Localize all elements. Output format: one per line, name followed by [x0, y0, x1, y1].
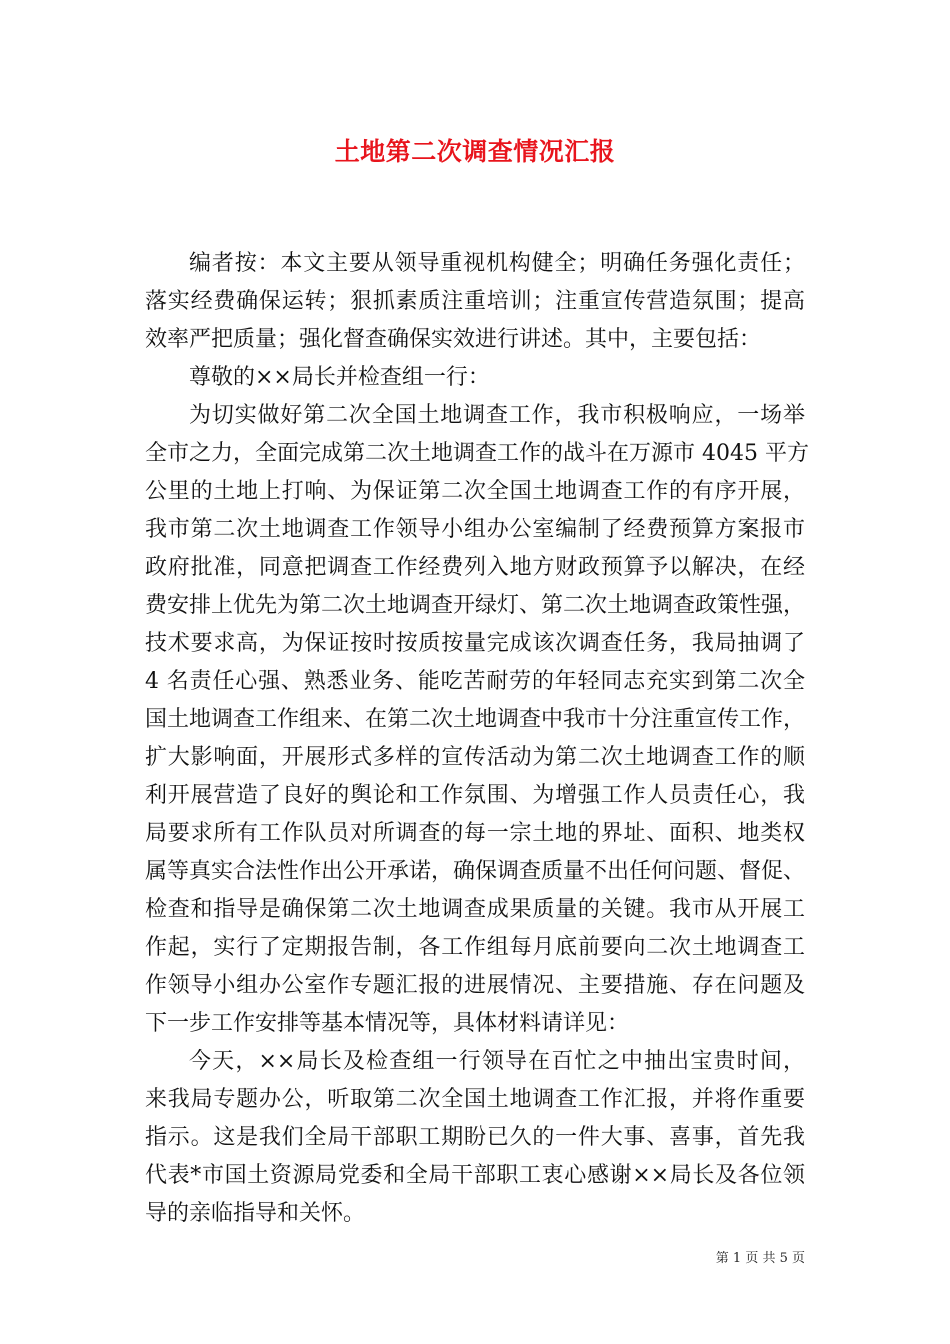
paragraph-line: 技术要求高，为保证按时按质按量完成该次调查任务，我局抽调了: [145, 631, 805, 656]
paragraph-line: 作起，实行了定期报告制，各工作组每月底前要向二次土地调查工: [145, 935, 805, 960]
paragraph-line: 4 名责任心强、熟悉业务、能吃苦耐劳的年轻同志充实到第二次全: [145, 669, 805, 694]
paragraph-line: 公里的土地上打响、为保证第二次全国土地调查工作的有序开展，: [145, 479, 805, 504]
paragraph-line: 属等真实合法性作出公开承诺，确保调查质量不出任何问题、督促、: [145, 859, 806, 884]
paragraph-line: 费安排上优先为第二次土地调查开绿灯、第二次土地调查政策性强，: [145, 593, 806, 618]
paragraph-line: 导的亲临指导和关怀。: [145, 1201, 366, 1226]
document-title: 土地第二次调查情况汇报: [334, 137, 616, 166]
paragraph-line: 检查和指导是确保第二次土地调查成果质量的关键。我市从开展工: [145, 897, 805, 922]
paragraph-line: 扩大影响面，开展形式多样的宣传活动为第二次土地调查工作的顺: [145, 745, 805, 770]
paragraph-line: 下一步工作安排等基本情况等，具体材料请详见：: [145, 1011, 630, 1036]
paragraph-line: 来我局专题办公，听取第二次全国土地调查工作汇报，并将作重要: [145, 1087, 805, 1112]
salutation-line: 尊敬的××局长并检查组一行：: [189, 365, 490, 390]
paragraph-line: 全市之力，全面完成第二次土地调查工作的战斗在万源市 4045 平方: [145, 441, 809, 466]
paragraph-line: 代表*市国土资源局党委和全局干部职工衷心感谢××局长及各位领: [145, 1163, 805, 1188]
paragraph-line: 指示。这是我们全局干部职工期盼已久的一件大事、喜事，首先我: [145, 1125, 805, 1150]
paragraph-line: 局要求所有工作队员对所调查的每一宗土地的界址、面积、地类权: [145, 821, 805, 846]
paragraph-line: 我市第二次土地调查工作领导小组办公室编制了经费预算方案报市: [145, 517, 805, 542]
paragraph-line: 作领导小组办公室作专题汇报的进展情况、主要措施、存在问题及: [145, 973, 805, 998]
paragraph-line: 今天，××局长及检查组一行领导在百忙之中抽出宝贵时间，: [189, 1049, 805, 1074]
document-body: [145, 245, 809, 1233]
paragraph-line: 政府批准，同意把调查工作经费列入地方财政预算予以解决，在经: [145, 555, 805, 580]
paragraph-line: 国土地调查工作组来、在第二次土地调查中我市十分注重宣传工作，: [145, 707, 806, 732]
paragraph-line: 编者按：本文主要从领导重视机构健全；明确任务强化责任；: [189, 251, 805, 276]
page-number: 第 1 页 共 5 页: [715, 1251, 805, 1266]
paragraph-line: 利开展营造了良好的舆论和工作氛围、为增强工作人员责任心，我: [145, 783, 805, 808]
paragraph-line: 效率严把质量；强化督查确保实效进行讲述。其中，主要包括：: [145, 327, 762, 352]
paragraph-line: 落实经费确保运转；狠抓素质注重培训；注重宣传营造氛围；提高: [145, 289, 805, 314]
paragraph-line: 为切实做好第二次全国土地调查工作，我市积极响应，一场举: [189, 403, 805, 428]
